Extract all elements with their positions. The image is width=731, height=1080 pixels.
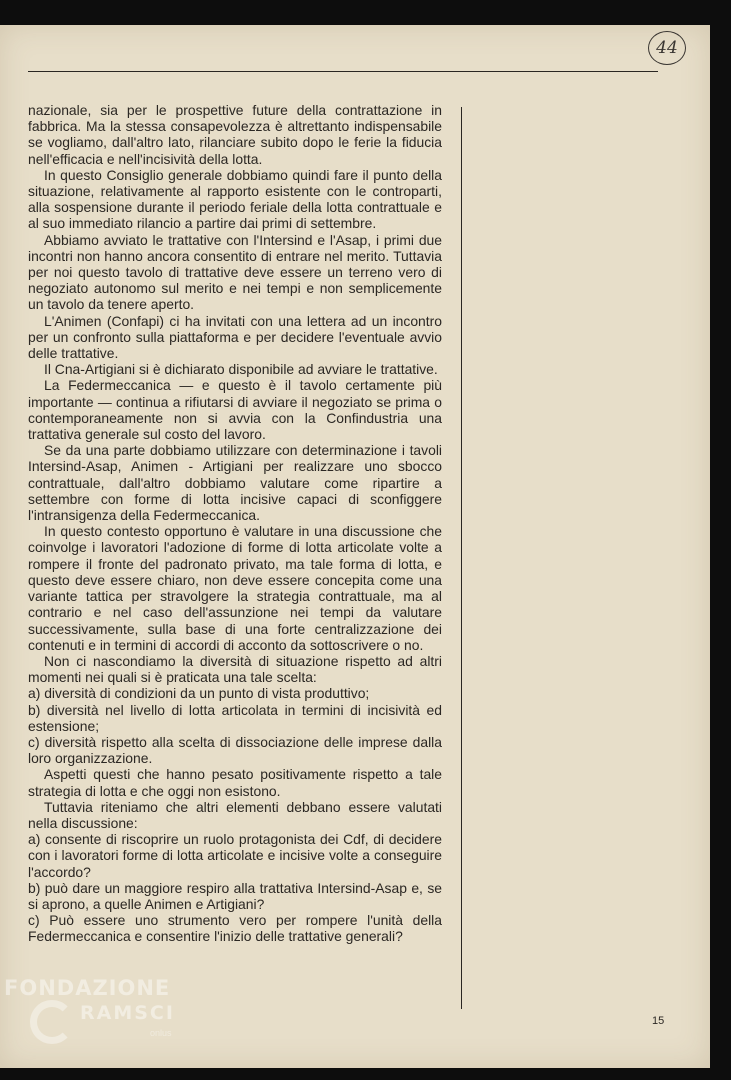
list-item: b) può dare un maggiore respiro alla trattativa Intersind-Asap e, se si aprono, a quelle Animen e Artigiani? (28, 879, 442, 912)
body-text (28, 102, 442, 945)
paragraph: L'Animen (Confapi) ci ha invitati con una lettera ad un incontro per un confronto sulla piattaforma e per decidere l'eventuale avvio delle trattative. (28, 312, 442, 362)
paragraph: Aspetti questi che hanno pesato positivamente rispetto a tale strategia di lotta e che oggi non esistono. (28, 766, 442, 799)
page-number: 15 (652, 1015, 665, 1027)
watermark-suffix: onlus (150, 1028, 172, 1038)
header-rule (28, 71, 658, 72)
paragraph: In questo contesto opportuno è valutare in una discussione che coinvolge i lavoratori l'adozione di forme di lotta articolate volte a rompere il fronte del padronato privato, ma tale forma di lotta, e questo deve essere chiaro, non deve essere concepita come una variante tattica per stravolgere la strategia contrattuale, ma al contrario e nel caso dell'assunzione nei tempi da valutare successivamente, sulla base di una forte centralizzazione dei contenuti e in termini di accordi di acconto da sottoscrivere o no. (28, 523, 442, 653)
paragraph: Tuttavia riteniamo che altri elementi debbano essere valutati nella discussione: (28, 798, 442, 831)
watermark-logo-text-2: RAMSCI (80, 1002, 175, 1024)
paragraph: Se da una parte dobbiamo utilizzare con determinazione i tavoli Intersind-Asap, Animen - Artigiani per realizzare uno sbocco contrattuale, dall'altro dobbiamo valutare come ripartire a settembre con forme di lotta incisive capaci di sconfiggere l'intransigenza della Federmeccanica. (28, 442, 442, 524)
paragraph: Non ci nascondiamo la diversità di situazione rispetto ad altri momenti nei quali si è praticata una tale scelta: (28, 652, 442, 686)
paragraph: La Federmeccanica — e questo è il tavolo certamente più importante — continua a rifiutarsi di avviare il negoziato se prima o contemporaneamente non si avvia con la Confindustria una trattativa generale sul costo del lavoro. (28, 377, 442, 443)
paragraph: In questo Consiglio generale dobbiamo quindi fare il punto della situazione, relativamente al rapporto esistente con le controparti, alla sospensione durante il periodo feriale della lotta contrattuale e al suo immediato rilancio a partire dai primi di settembre. (28, 166, 442, 232)
list-item: b) diversità nel livello di lotta articolata in termini di incisività ed estensione; (28, 701, 442, 734)
watermark-g-icon (30, 1000, 74, 1044)
list-item: c) Può essere uno strumento vero per rompere l'unità della Federmeccanica e consentire l'inizio delle trattative generali? (28, 912, 442, 945)
list-item: c) diversità rispetto alla scelta di dissociazione delle imprese dalla loro organizzazione. (28, 733, 442, 767)
watermark-logo-text: FONDAZIONE (4, 976, 171, 1000)
column-rule (461, 107, 462, 1009)
paragraph: Abbiamo avviato le trattative con l'Intersind e l'Asap, i primi due incontri non hanno ancora consentito di entrare nel merito. Tuttavia per noi questo tavolo di trattative deve essere un terreno vero di negoziato autonomo sul merito e nei tempi e non semplicemente un tavolo da tenere aperto. (28, 231, 442, 313)
handwritten-page-number: 44 (648, 31, 686, 65)
document-page (0, 25, 710, 1068)
paragraph: nazionale, sia per le prospettive future della contrattazione in fabbrica. Ma la stessa consapevolezza è altrettanto indispensabile se vogliamo, dall'altro lato, rilanciare subito dopo le ferie la fiducia nell'efficacia e nell'incisività della lotta. (28, 102, 442, 167)
paragraph: Il Cna-Artigiani si è dichiarato disponibile ad avviare le trattative. (44, 361, 438, 378)
list-item: a) diversità di condizioni da un punto di vista produttivo; (28, 685, 370, 702)
list-item: a) consente di riscoprire un ruolo protagonista dei Cdf, di decidere con i lavoratori forme di lotta articolate e incisive volte a conseguire l'accordo? (28, 831, 442, 880)
